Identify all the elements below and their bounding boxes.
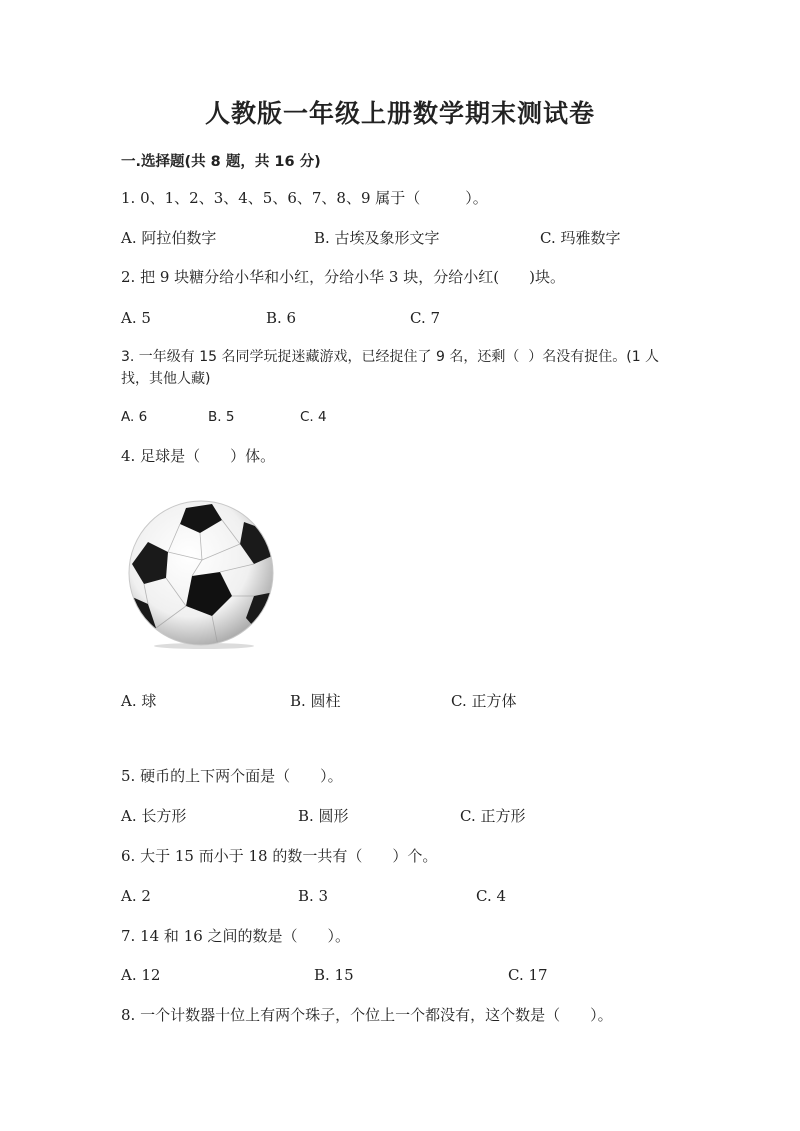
question-7-text: 7. 14 和 16 之间的数是（ ）。	[121, 927, 351, 945]
question-1-option-c: C. 玛雅数字	[540, 229, 621, 247]
question-4-option-b: B. 圆柱	[290, 692, 341, 710]
question-1-option-a: A. 阿拉伯数字	[121, 229, 217, 247]
soccer-ball-image	[126, 500, 276, 650]
question-4-text: 4. 足球是（ ）体。	[121, 447, 276, 465]
question-3-option-c: C. 4	[300, 409, 327, 425]
question-2-option-c: C. 7	[410, 309, 441, 327]
question-3-text: 3. 一年级有 15 名同学玩捉迷藏游戏，已经捉住了 9 名，还剩（ ）名没有捉住。(1 人找，其他人藏)	[121, 349, 660, 387]
question-5-option-a: A. 长方形	[121, 807, 187, 825]
question-6-option-b: B. 3	[298, 887, 329, 905]
question-5-option-c: C. 正方形	[460, 807, 526, 825]
question-8-text: 8. 一个计数器十位上有两个珠子，个位上一个都没有，这个数是（ ）。	[121, 1006, 613, 1024]
question-2-option-a: A. 5	[121, 309, 151, 327]
section-heading: 一.选择题(共 8 题，共 16 分)	[121, 154, 321, 170]
question-2-option-b: B. 6	[266, 309, 297, 327]
question-6-option-c: C. 4	[476, 887, 507, 905]
question-1-option-b: B. 古埃及象形文字	[314, 229, 440, 247]
question-1-text: 1. 0、1、2、3、4、5、6、7、8、9 属于（ ）。	[121, 189, 488, 207]
question-6-option-a: A. 2	[121, 887, 151, 905]
question-3-option-a: A. 6	[121, 409, 148, 425]
question-7-option-b: B. 15	[314, 966, 354, 984]
question-7-option-c: C. 17	[508, 966, 548, 984]
question-5-option-b: B. 圆形	[298, 807, 349, 825]
question-4-option-a: A. 球	[121, 692, 157, 710]
question-6-text: 6. 大于 15 而小于 18 的数一共有（ ）个。	[121, 847, 438, 865]
question-4-option-c: C. 正方体	[451, 692, 517, 710]
question-3-option-b: B. 5	[208, 409, 235, 425]
question-5-text: 5. 硬币的上下两个面是（ ）。	[121, 767, 343, 785]
page-title: 人教版一年级上册数学期末测试卷	[204, 99, 595, 128]
question-7-option-a: A. 12	[121, 966, 161, 984]
question-2-text: 2. 把 9 块糖分给小华和小红，分给小华 3 块，分给小红( )块。	[121, 268, 565, 286]
